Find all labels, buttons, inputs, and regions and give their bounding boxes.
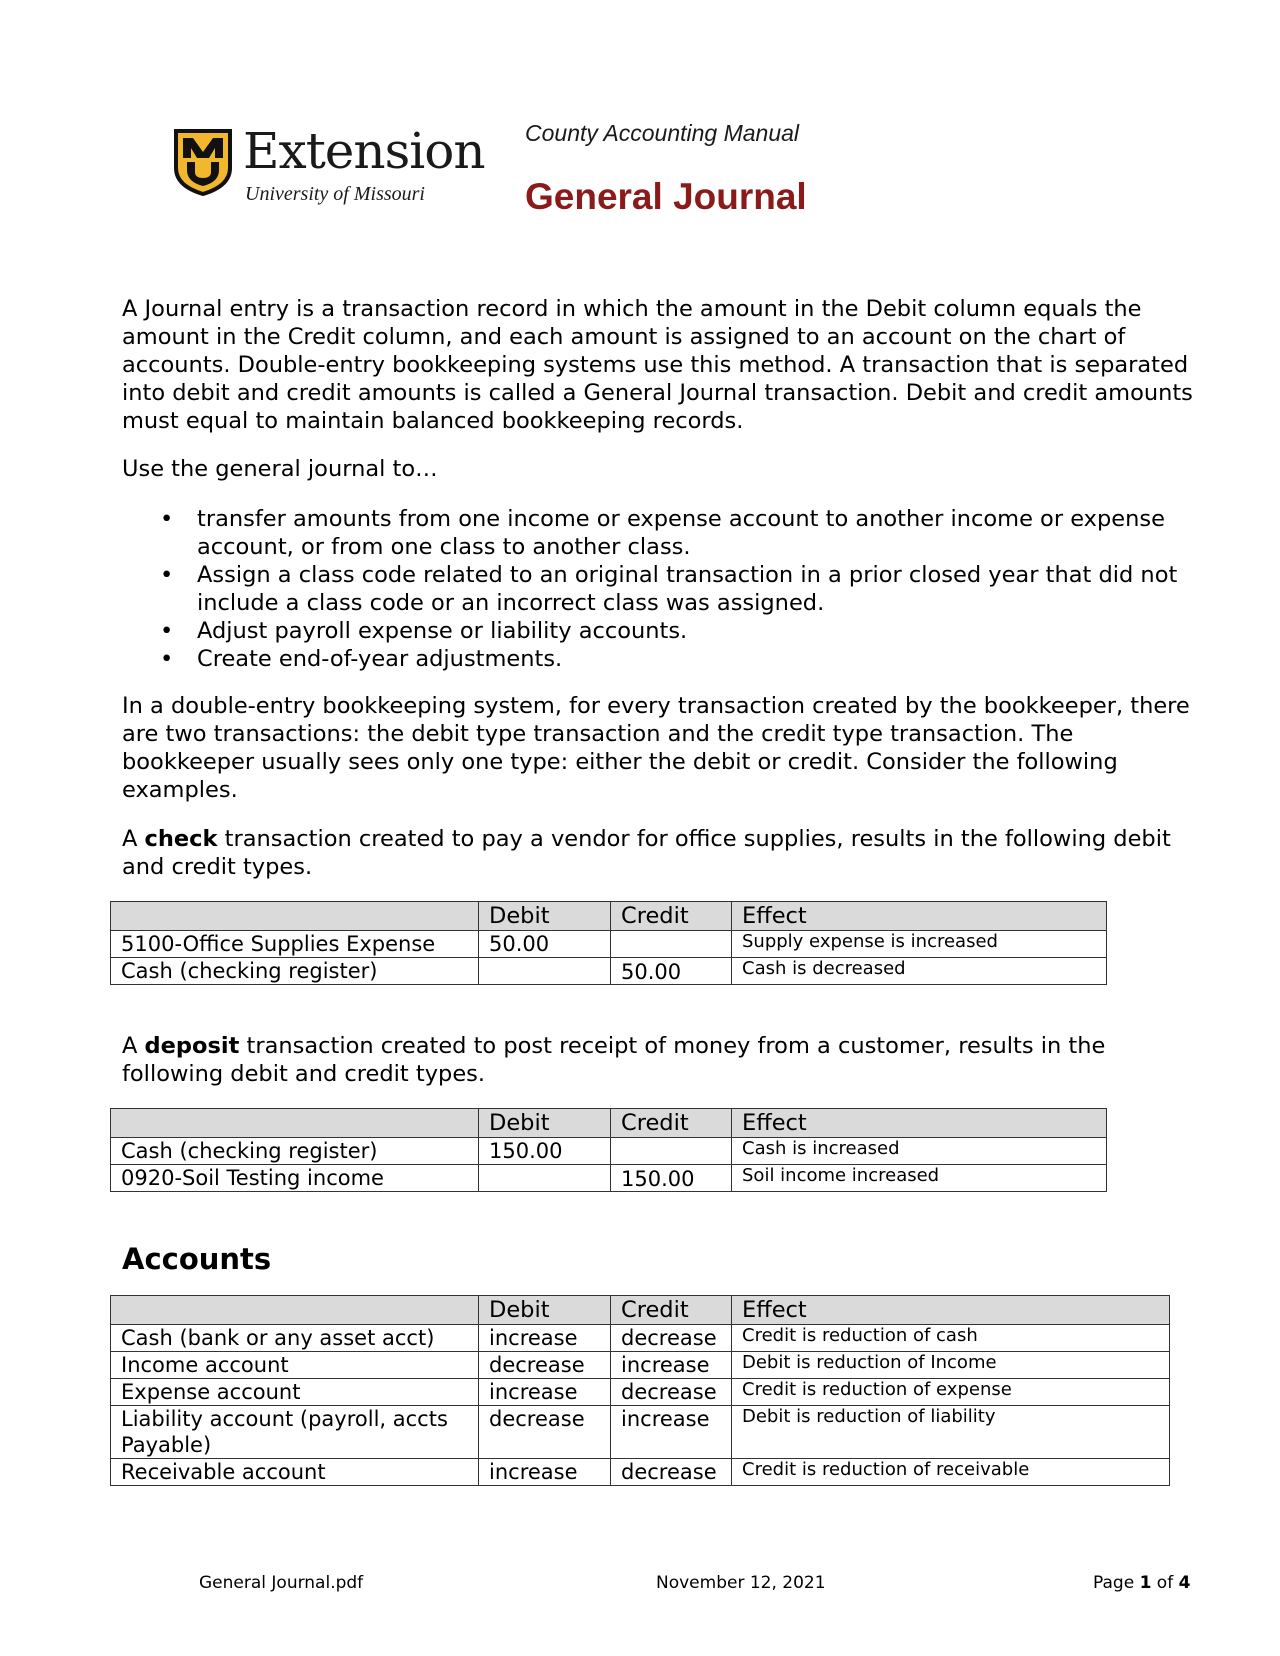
cell-debit: [479, 1165, 611, 1192]
table-row: [111, 1459, 1170, 1486]
cell-account: Expense account: [111, 1379, 479, 1406]
check-table: [110, 901, 1107, 985]
cell-account: 0920-Soil Testing income: [111, 1165, 479, 1192]
cell-debit: increase: [479, 1325, 611, 1352]
cell-effect: Credit is reduction of expense: [732, 1379, 1170, 1406]
cell-credit: decrease: [611, 1379, 732, 1406]
cell-effect: Credit is reduction of cash: [732, 1325, 1170, 1352]
extension-logo: [173, 122, 503, 208]
col-account: [111, 1109, 479, 1138]
cell-credit: 150.00: [611, 1165, 732, 1192]
cell-effect: Soil income increased: [732, 1165, 1107, 1192]
footer-filename: General Journal.pdf: [199, 1573, 364, 1593]
table-row: [111, 1352, 1170, 1379]
table-row: [111, 1406, 1170, 1459]
col-effect: Effect: [732, 1109, 1107, 1138]
cell-credit: 50.00: [611, 958, 732, 985]
col-credit: Credit: [611, 1296, 732, 1325]
cell-account: Cash (checking register): [111, 1138, 479, 1165]
cell-effect: Credit is reduction of receivable: [732, 1459, 1170, 1486]
cell-account: Receivable account: [111, 1459, 479, 1486]
list-item: • transfer amounts from one income or expense account to another income or expense account, or from one class to another class.: [122, 505, 1202, 561]
deposit-paragraph: [122, 1032, 1202, 1088]
cell-account: Cash (bank or any asset acct): [111, 1325, 479, 1352]
table-row: [111, 958, 1107, 985]
list-item: • Create end-of-year adjustments.: [122, 645, 1202, 673]
cell-account: Cash (checking register): [111, 958, 479, 985]
check-pre: A: [122, 826, 145, 852]
page-total: 4: [1178, 1573, 1191, 1593]
cell-debit: decrease: [479, 1352, 611, 1379]
col-effect: Effect: [732, 1296, 1170, 1325]
cell-credit: increase: [611, 1352, 732, 1379]
cell-debit: decrease: [479, 1406, 611, 1459]
cell-credit: increase: [611, 1406, 732, 1459]
list-item: • Adjust payroll expense or liability accounts.: [122, 617, 1202, 645]
use-lead: Use the general journal to…: [122, 456, 438, 482]
accounts-table: [110, 1295, 1170, 1486]
col-credit: Credit: [611, 1109, 732, 1138]
of-label: of: [1151, 1573, 1179, 1593]
cell-credit: decrease: [611, 1325, 732, 1352]
cell-effect: Supply expense is increased: [732, 931, 1107, 958]
logo-wordmark: Extension: [243, 122, 485, 180]
col-account: [111, 1296, 479, 1325]
list-item: • Assign a class code related to an original transaction in a prior closed year that did not include a class code or an incorrect class was assigned.: [122, 561, 1202, 617]
cell-account: 5100-Office Supplies Expense: [111, 931, 479, 958]
manual-title: County Accounting Manual: [525, 120, 800, 146]
cell-account: Liability account (payroll, accts Payable): [111, 1406, 479, 1459]
cell-effect: Debit is reduction of Income: [732, 1352, 1170, 1379]
table-row: [111, 1138, 1107, 1165]
deposit-post: transaction created to post receipt of money from a customer, results in the following debit and credit types.: [122, 1033, 1106, 1087]
table-header-row: [111, 902, 1107, 931]
page-label: Page: [1093, 1573, 1140, 1593]
cell-debit: increase: [479, 1379, 611, 1406]
accounts-heading: Accounts: [122, 1242, 272, 1276]
mu-shield-icon: [173, 128, 233, 196]
table-header-row: [111, 1296, 1170, 1325]
page-number: 1: [1139, 1573, 1152, 1593]
check-bold: check: [144, 826, 218, 852]
col-debit: Debit: [479, 1296, 611, 1325]
deposit-pre: A: [122, 1033, 145, 1059]
col-debit: Debit: [479, 902, 611, 931]
page-title: General Journal: [525, 176, 807, 217]
use-list: [122, 505, 1202, 673]
intro-paragraph: A Journal entry is a transaction record in which the amount in the Debit column equals the amount in the Credit column, and each amount is assigned to an account on the chart of accounts. Double-entry bookkeeping systems use this method. A transaction that is separated into debit and credit amounts is called a General Journal transaction. Debit and credit amounts must equal to maintain balanced bookkeeping records.: [122, 296, 1193, 434]
cell-debit: 50.00: [479, 931, 611, 958]
check-post: transaction created to pay a vendor for office supplies, results in the following debit and credit types.: [122, 826, 1171, 880]
cell-credit: [611, 1138, 732, 1165]
deposit-table: [110, 1108, 1107, 1192]
cell-credit: [611, 931, 732, 958]
footer-page: [1093, 1573, 1190, 1593]
double-entry-paragraph: In a double-entry bookkeeping system, for every transaction created by the bookkeeper, there are two transactions: the debit type transaction and the credit type transaction. The bookkeeper usually sees only one type: either the debit or credit. Consider the following examples.: [122, 693, 1190, 803]
cell-effect: Debit is reduction of liability: [732, 1406, 1170, 1459]
footer-date: November 12, 2021: [656, 1573, 826, 1593]
cell-credit: decrease: [611, 1459, 732, 1486]
col-effect: Effect: [732, 902, 1107, 931]
col-credit: Credit: [611, 902, 732, 931]
table-row: [111, 1379, 1170, 1406]
check-paragraph: [122, 825, 1202, 881]
logo-subtitle: University of Missouri: [245, 183, 425, 205]
cell-debit: 150.00: [479, 1138, 611, 1165]
table-row: [111, 1165, 1107, 1192]
table-header-row: [111, 1109, 1107, 1138]
cell-account: Income account: [111, 1352, 479, 1379]
table-row: [111, 931, 1107, 958]
cell-effect: Cash is increased: [732, 1138, 1107, 1165]
table-row: [111, 1325, 1170, 1352]
cell-effect: Cash is decreased: [732, 958, 1107, 985]
deposit-bold: deposit: [144, 1033, 240, 1059]
cell-debit: [479, 958, 611, 985]
col-account: [111, 902, 479, 931]
cell-debit: increase: [479, 1459, 611, 1486]
col-debit: Debit: [479, 1109, 611, 1138]
